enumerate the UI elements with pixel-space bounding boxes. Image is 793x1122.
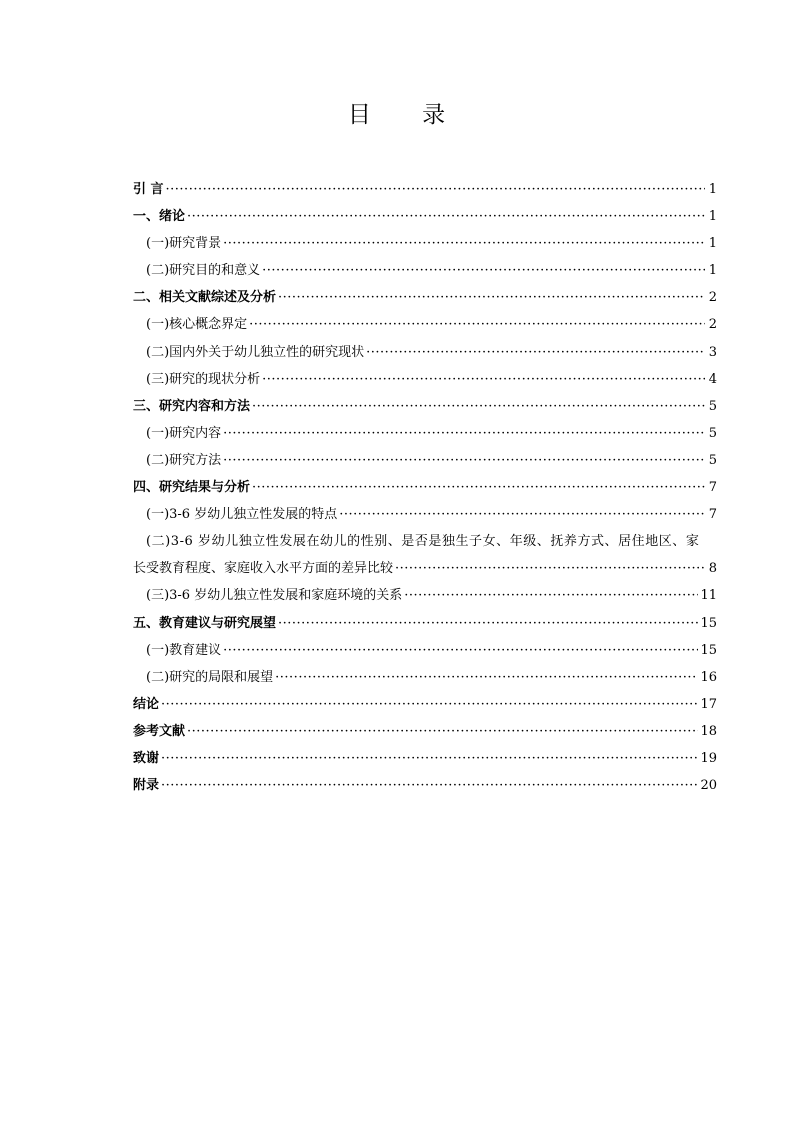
toc-entry-label: 四、研究结果与分析: [133, 480, 251, 496]
toc-entry[interactable]: [133, 691, 717, 718]
toc-entry-page: 4: [708, 371, 717, 387]
toc-entry-page: 2: [708, 290, 717, 306]
toc-entry[interactable]: [133, 637, 717, 664]
toc-entry-label: (一)研究内容: [146, 425, 222, 441]
toc-entry-label: 结论: [133, 696, 160, 712]
toc-entry[interactable]: [133, 664, 717, 691]
toc-entry-page: 1: [708, 263, 717, 279]
leader-dots: [249, 311, 705, 338]
toc-entry-page: 5: [708, 425, 717, 441]
leader-dots: [395, 555, 705, 582]
toc-entry[interactable]: [133, 474, 717, 501]
leader-dots: [223, 637, 698, 664]
toc-entry-label: (二)研究的局限和展望: [146, 669, 274, 685]
table-of-contents: [133, 176, 717, 799]
toc-entry-page: 16: [700, 669, 717, 685]
leader-dots: [161, 691, 698, 718]
toc-entry-label: (二)研究目的和意义: [146, 263, 261, 279]
toc-entry[interactable]: [133, 501, 717, 528]
toc-entry-page: 15: [700, 615, 717, 631]
leader-dots: [275, 664, 698, 691]
leader-dots: [262, 257, 705, 284]
toc-entry[interactable]: [133, 610, 717, 637]
leader-dots: [278, 284, 705, 311]
toc-entry-label: (三)3-6 岁幼儿独立性发展和家庭环境的关系: [146, 588, 403, 604]
toc-entry-page: 8: [708, 561, 717, 577]
toc-entry-label: 二、相关文献综述及分析: [133, 290, 277, 306]
toc-entry-page: 18: [700, 723, 717, 739]
toc-entry[interactable]: [133, 393, 717, 420]
toc-entry[interactable]: [133, 311, 717, 338]
toc-entry[interactable]: [133, 555, 717, 582]
toc-entry-page: 15: [700, 642, 717, 658]
toc-entry-label: (一)3-6 岁幼儿独立性发展的特点: [146, 507, 338, 523]
toc-entry-label: 五、教育建议与研究展望: [133, 615, 277, 631]
toc-entry-page: 11: [700, 588, 717, 604]
toc-entry[interactable]: [133, 366, 717, 393]
toc-entry[interactable]: [133, 447, 717, 474]
toc-entry[interactable]: [133, 420, 717, 447]
toc-entry-label: 一、绪论: [133, 209, 186, 225]
toc-entry[interactable]: [133, 339, 717, 366]
toc-entry-page: 7: [708, 507, 717, 523]
leader-dots: [166, 176, 705, 203]
toc-entry[interactable]: [133, 582, 717, 609]
toc-entry-page: 1: [708, 209, 717, 225]
leader-dots: [366, 339, 705, 366]
leader-dots: [161, 745, 698, 772]
leader-dots: [187, 203, 705, 230]
toc-entry[interactable]: [133, 176, 717, 203]
leader-dots: [262, 366, 705, 393]
toc-entry[interactable]: [133, 718, 717, 745]
toc-entry[interactable]: [133, 203, 717, 230]
leader-dots: [278, 610, 698, 637]
leader-dots: [187, 718, 698, 745]
toc-entry-label: (一)研究背景: [146, 236, 222, 252]
toc-entry-page: 2: [708, 317, 717, 333]
toc-entry-label: 附录: [133, 778, 160, 794]
leader-dots: [161, 772, 698, 799]
toc-entry-label: (二)研究方法: [146, 452, 222, 468]
leader-dots: [223, 420, 705, 447]
toc-entry-label: (三)研究的现状分析: [146, 371, 261, 387]
toc-entry-label: 参考文献: [133, 723, 186, 739]
toc-entry-label: 引 言: [133, 182, 164, 197]
leader-dots: [223, 230, 705, 257]
toc-entry[interactable]: [133, 257, 717, 284]
toc-entry[interactable]: [133, 284, 717, 311]
toc-entry-page: 20: [700, 778, 717, 794]
toc-entry-label: 三、研究内容和方法: [133, 398, 251, 414]
leader-dots: [223, 447, 705, 474]
toc-entry-page: 7: [708, 480, 717, 496]
toc-entry-label: (一)核心概念界定: [146, 317, 248, 333]
leader-dots: [339, 501, 705, 528]
toc-entry-label-line1[interactable]: (二)3-6 岁幼儿独立性发展在幼儿的性别、是否是独生子女、年级、抚养方式、居住地区、家: [146, 534, 700, 550]
toc-entry[interactable]: [133, 745, 717, 772]
toc-entry-page: 1: [708, 182, 717, 197]
page-title: 目 录: [347, 102, 468, 128]
toc-entry-page: 3: [708, 344, 717, 360]
toc-entry[interactable]: [133, 772, 717, 799]
toc-entry-page: 5: [708, 398, 717, 414]
leader-dots: [252, 474, 705, 501]
toc-entry-label: (一)教育建议: [146, 642, 222, 658]
toc-entry-label: 致谢: [133, 750, 160, 766]
toc-entry-label: 长受教育程度、家庭收入水平方面的差异比较: [133, 561, 394, 577]
toc-entry-page: 1: [708, 236, 717, 252]
toc-entry-page: 19: [700, 750, 717, 766]
toc-entry-label: (二)国内外关于幼儿独立性的研究现状: [146, 344, 365, 360]
leader-dots: [404, 582, 698, 609]
leader-dots: [252, 393, 705, 420]
toc-entry-page: 5: [708, 452, 717, 468]
toc-entry-page: 17: [700, 696, 717, 712]
toc-entry[interactable]: [133, 230, 717, 257]
